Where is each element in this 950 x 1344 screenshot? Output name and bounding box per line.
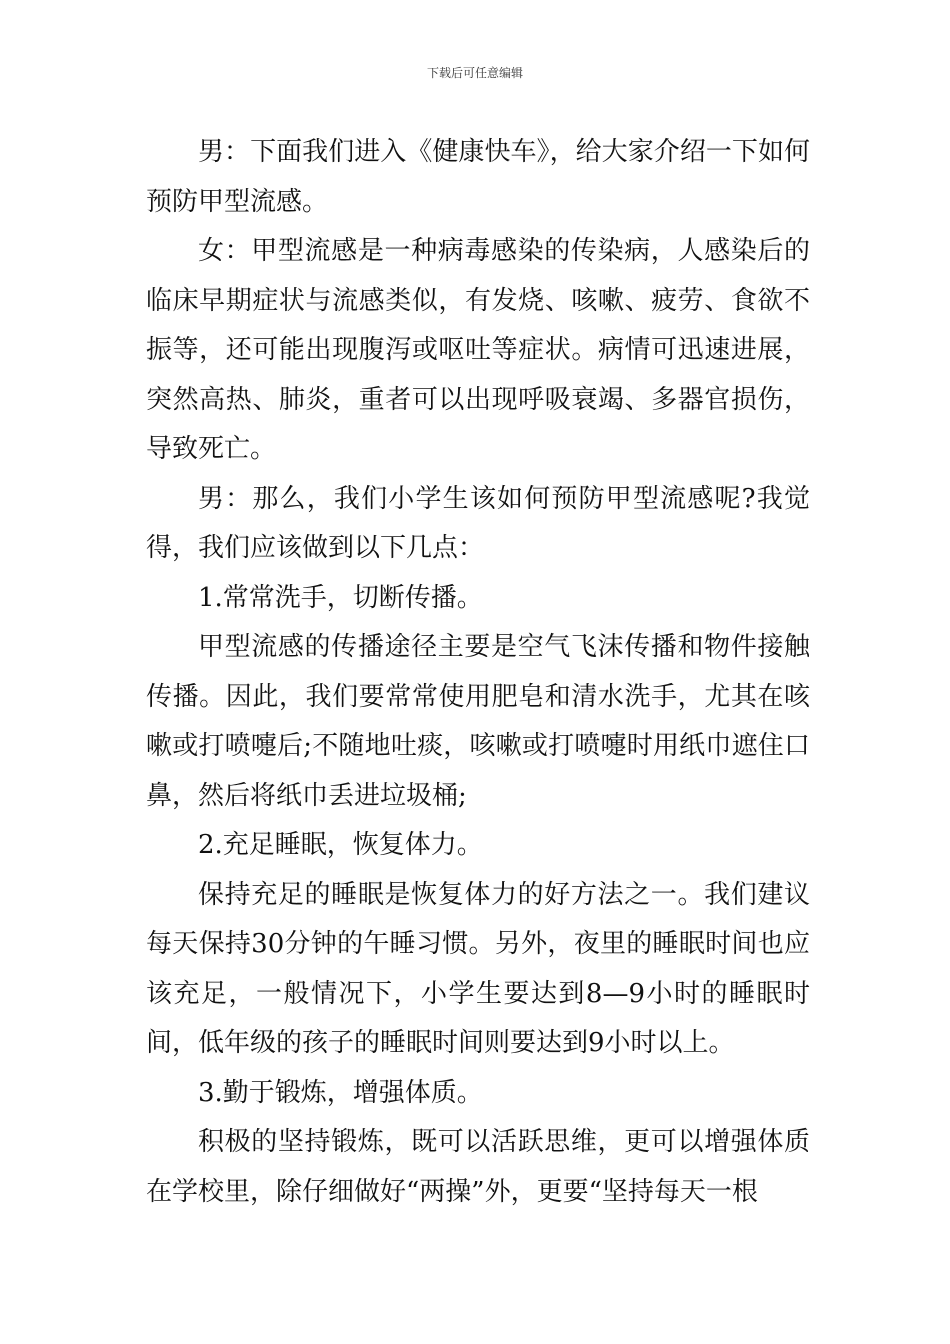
paragraph-question: 男：那么，我们小学生该如何预防甲型流感呢?我觉得，我们应该做到以下几点： bbox=[146, 483, 810, 563]
document-body bbox=[146, 128, 810, 1217]
paragraph-symptoms: 女：甲型流感是一种病毒感染的传染病，人感染后的临床早期症状与流感类似，有发烧、咳嗽、疲劳、食欲不振等，还可能出现腹泻或呕吐等症状。病情可迅速进展，突然高热、肺炎，重者可以出现呼吸衰竭、多器官损伤，导致死亡。 bbox=[146, 236, 810, 464]
list-item-heading-1: 1.常常洗手，切断传播。 bbox=[198, 582, 483, 613]
list-item-heading-2: 2.充足睡眠，恢复体力。 bbox=[198, 830, 483, 860]
paragraph-handwashing: 甲型流感的传播途径主要是空气飞沫传播和物件接触传播。因此，我们要常常使用肥皂和清水洗手，尤其在咳嗽或打喷嚏后;不随地吐痰，咳嗽或打喷嚏时用纸巾遮住口鼻，然后将纸巾丢进垃圾桶; bbox=[146, 632, 810, 811]
list-item-heading-3: 3.勤于锻炼，增强体质。 bbox=[198, 1077, 483, 1108]
paragraph-exercise: 积极的坚持锻炼，既可以活跃思维，更可以增强体质在学校里，除仔细做好“两操”外，更要“坚持每天一根 bbox=[146, 1127, 810, 1207]
page-header: 下载后可任意编辑 bbox=[426, 66, 523, 80]
paragraph-intro: 男：下面我们进入《健康快车》，给大家介绍一下如何预防甲型流感。 bbox=[146, 137, 810, 217]
paragraph-sleep: 保持充足的睡眠是恢复体力的好方法之一。我们建议每天保持30分钟的午睡习惯。另外，夜里的睡眠时间也应该充足，一般情况下，小学生要达到8—9小时的睡眠时间，低年级的孩子的睡眠时间则要达到9小时以上。 bbox=[146, 879, 810, 1058]
